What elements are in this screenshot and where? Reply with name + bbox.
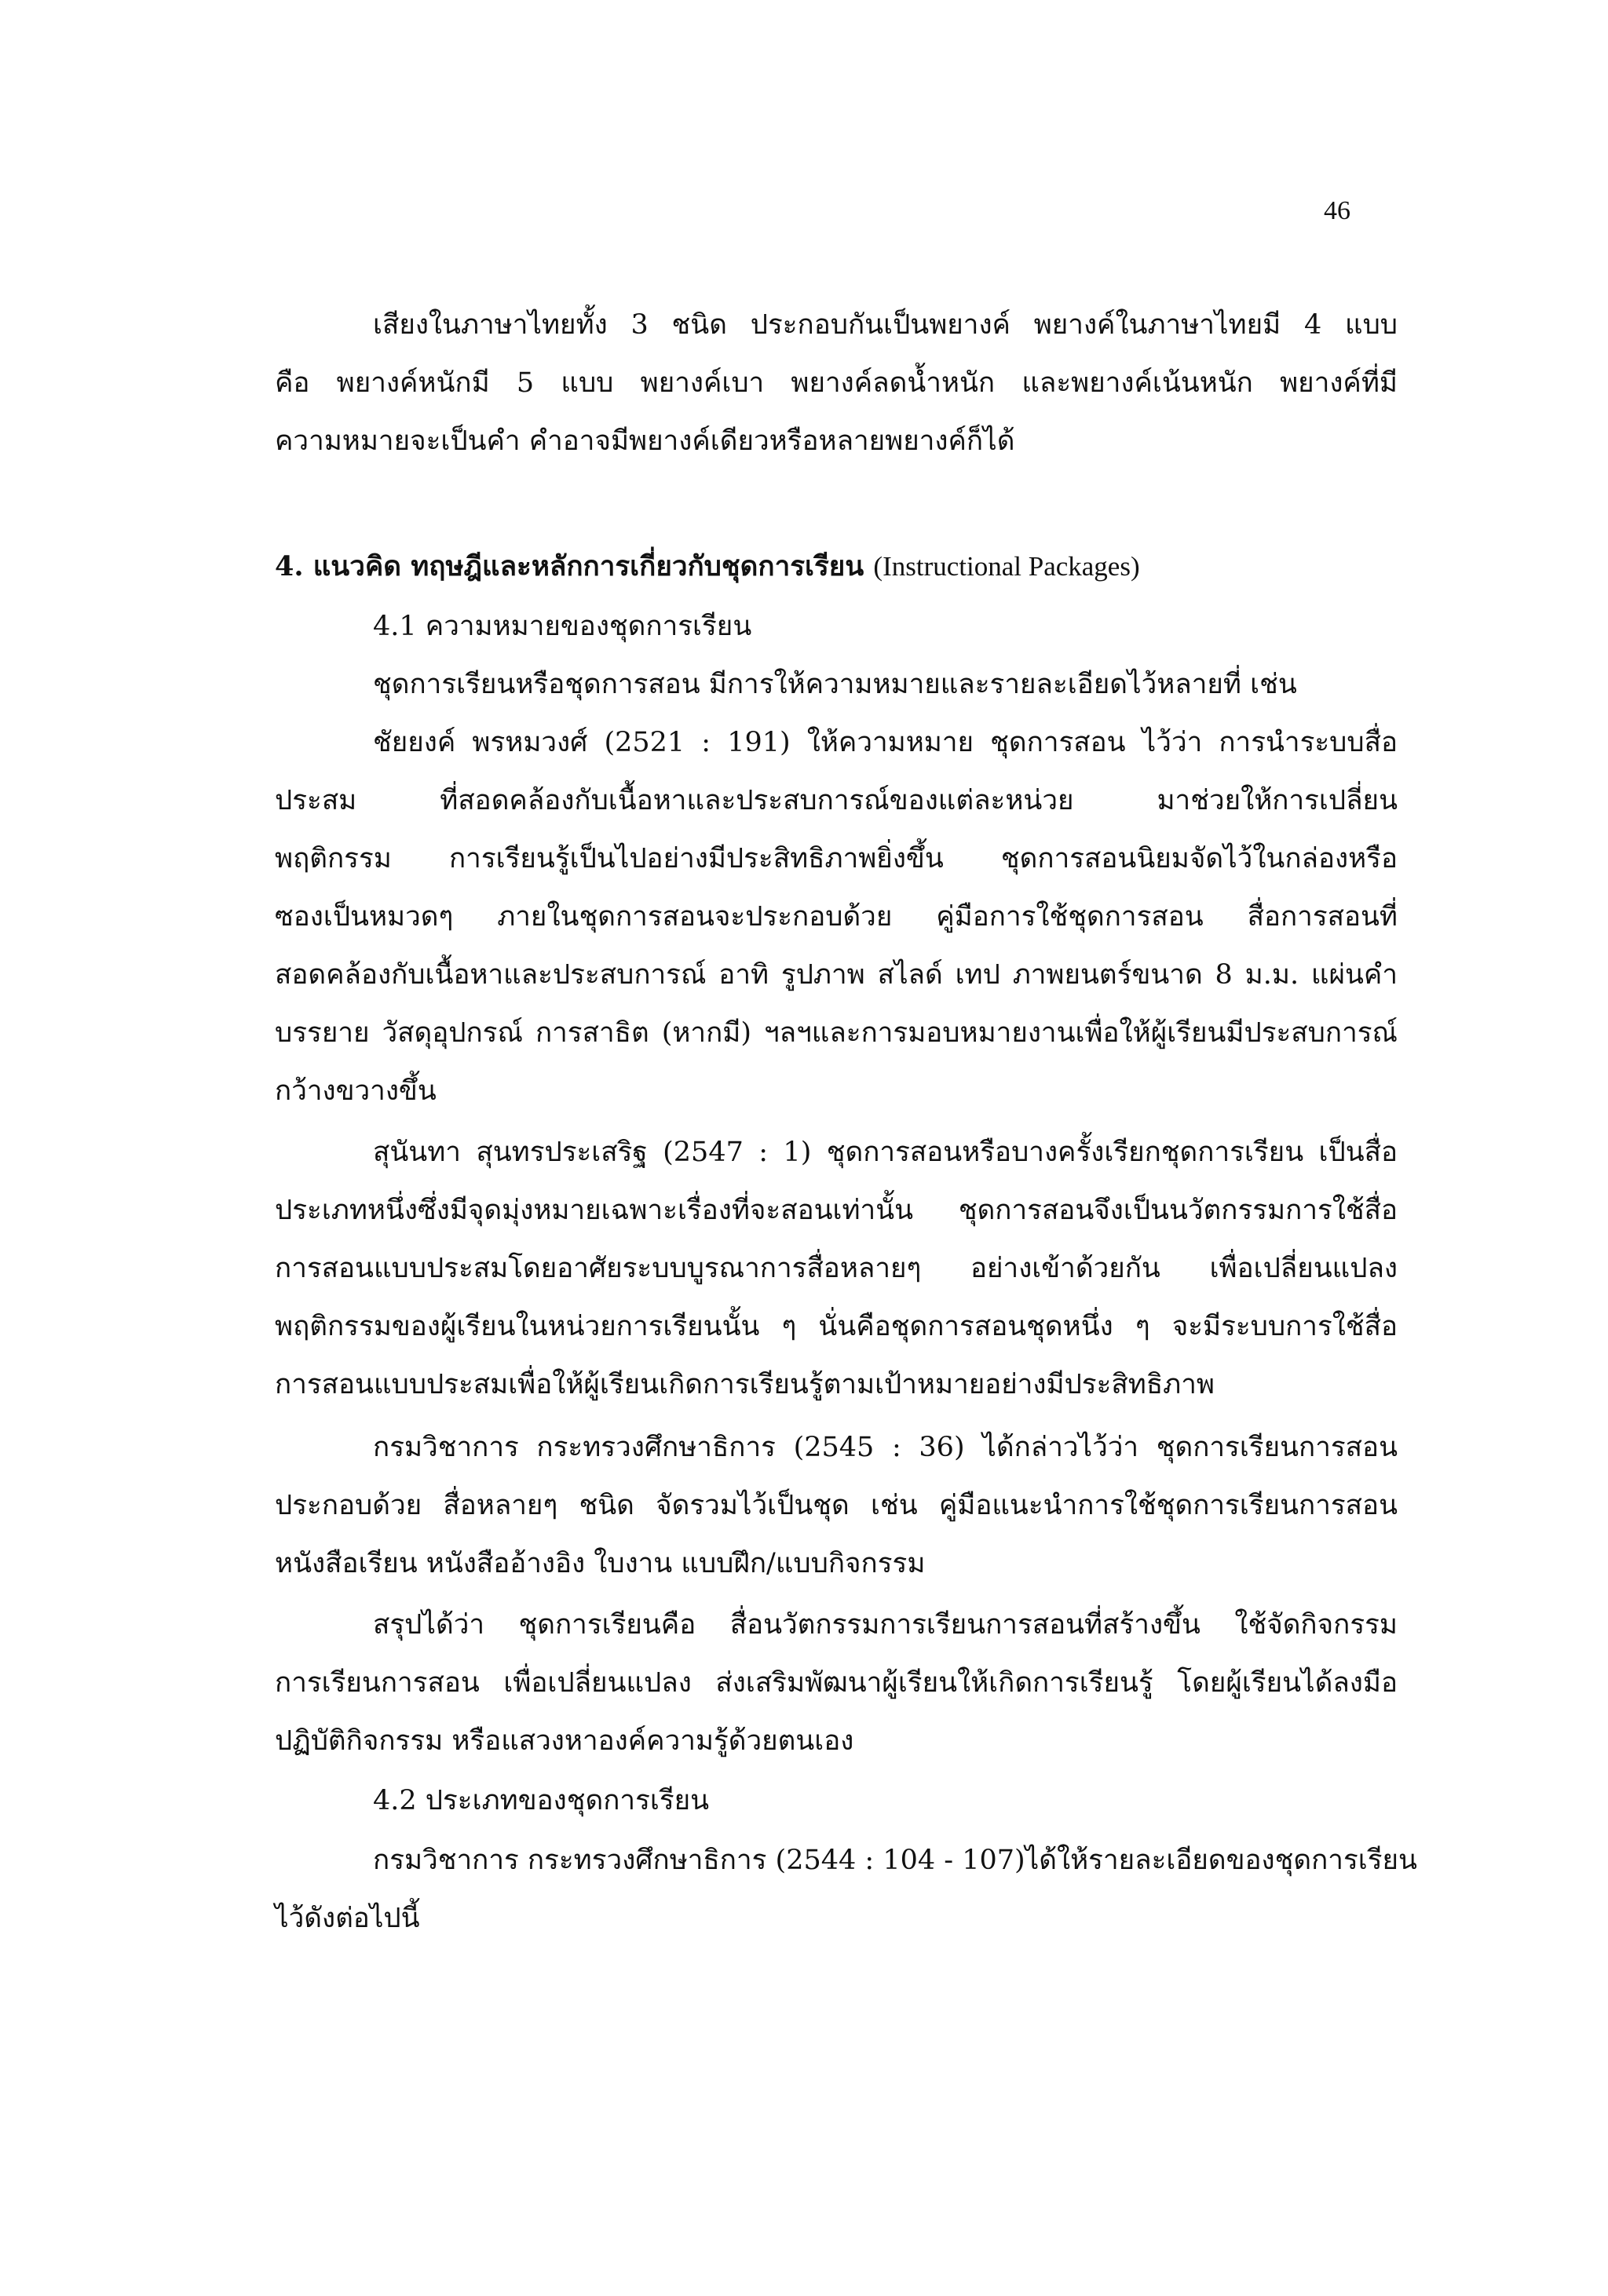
section-heading-english: (Instructional Packages) — [873, 551, 1140, 582]
paragraph-line: คือ พยางค์หนักมี 5 แบบ พยางค์เบา พยางค์ลดน้ำหนัก และพยางค์เน้นหนัก พยางค์ที่มี — [275, 367, 1398, 399]
paragraph-line: ชัยยงค์ พรหมวงศ์ (2521 : 191) ให้ความหมาย ชุดการสอน ไว้ว่า การนำระบบสื่อ — [373, 727, 1398, 758]
paragraph-line: สุนันทา สุนทรประเสริฐ (2547 : 1) ชุดการสอนหรือบางครั้งเรียกชุดการเรียน เป็นสื่อ — [373, 1137, 1398, 1168]
paragraph-line: การสอนแบบประสมโดยอาศัยระบบบูรณาการสื่อหลายๆ อย่างเข้าด้วยกัน เพื่อเปลี่ยนแปลง — [275, 1253, 1398, 1284]
paragraph-line: ความหมายจะเป็นคำ คำอาจมีพยางค์เดียวหรือหลายพยางค์ก็ได้ — [275, 425, 1015, 457]
paragraph-line: ไว้ดังต่อไปนี้ — [275, 1903, 420, 1934]
subsection-heading: 4.2 ประเภทของชุดการเรียน — [373, 1785, 710, 1816]
paragraph-line: ชุดการเรียนหรือชุดการสอน มีการให้ความหมายและรายละเอียดไว้หลายที่ เช่น — [373, 669, 1297, 700]
section-heading — [275, 549, 1398, 584]
paragraph-line: บรรยาย วัสดุอุปกรณ์ การสาธิต (หากมี) ฯลฯและการมอบหมายงานเพื่อให้ผู้เรียนมีประสบการณ์ — [275, 1017, 1398, 1049]
paragraph-line: ประกอบด้วย สื่อหลายๆ ชนิด จัดรวมไว้เป็นชุด เช่น คู่มือแนะนำการใช้ชุดการเรียนการสอน — [275, 1490, 1398, 1521]
paragraph-line: การเรียนการสอน เพื่อเปลี่ยนแปลง ส่งเสริมพัฒนาผู้เรียนให้เกิดการเรียนรู้ โดยผู้เรียนได้ลงมือ — [275, 1667, 1398, 1699]
section-heading-thai: 4. แนวคิด ทฤษฎีและหลักการเกี่ยวกับชุดการเรียน — [275, 550, 864, 582]
paragraph-line: ประสม ที่สอดคล้องกับเนื้อหาและประสบการณ์ของแต่ละหน่วย มาช่วยให้การเปลี่ยน — [275, 785, 1398, 816]
paragraph-line: สอดคล้องกับเนื้อหาและประสบการณ์ อาทิ รูปภาพ สไลด์ เทป ภาพยนตร์ขนาด 8 ม.ม. แผ่นคำ — [275, 959, 1398, 991]
paragraph-line: พฤติกรรม การเรียนรู้เป็นไปอย่างมีประสิทธิภาพยิ่งขึ้น ชุดการสอนนิยมจัดไว้ในกล่องหรือ — [275, 843, 1398, 874]
paragraph-line: เสียงในภาษาไทยทั้ง 3 ชนิด ประกอบกันเป็นพยางค์ พยางค์ในภาษาไทยมี 4 แบบ — [373, 309, 1398, 341]
paragraph-line: กว้างขวางขึ้น — [275, 1075, 437, 1107]
paragraph-line: หนังสือเรียน หนังสืออ้างอิง ใบงาน แบบฝึก/แบบกิจกรรม — [275, 1548, 926, 1579]
paragraph-line: ประเภทหนึ่งซึ่งมีจุดมุ่งหมายเฉพาะเรื่องที่จะสอนเท่านั้น ชุดการสอนจึงเป็นนวัตกรรมการใช้สื่อ — [275, 1195, 1398, 1226]
paragraph-line: พฤติกรรมของผู้เรียนในหน่วยการเรียนนั้น ๆ นั่นคือชุดการสอนชุดหนึ่ง ๆ จะมีระบบการใช้สื่อ — [275, 1311, 1398, 1342]
paragraph-line: ซองเป็นหมวดๆ ภายในชุดการสอนจะประกอบด้วย คู่มือการใช้ชุดการสอน สื่อการสอนที่ — [275, 901, 1398, 933]
paragraph-line: สรุปได้ว่า ชุดการเรียนคือ สื่อนวัตกรรมการเรียนการสอนที่สร้างขึ้น ใช้จัดกิจกรรม — [373, 1609, 1398, 1641]
subsection-heading: 4.1 ความหมายของชุดการเรียน — [373, 611, 752, 642]
paragraph-line: กรมวิชาการ กระทรวงศึกษาธิการ (2545 : 36) ได้กล่าวไว้ว่า ชุดการเรียนการสอน — [373, 1432, 1398, 1463]
paragraph-line: ปฏิบัติกิจกรรม หรือแสวงหาองค์ความรู้ด้วยตนเอง — [275, 1725, 854, 1757]
paragraph-line: กรมวิชาการ กระทรวงศึกษาธิการ (2544 : 104 - 107)ได้ให้รายละเอียดของชุดการเรียน — [373, 1845, 1417, 1876]
page-number: 46 — [1324, 196, 1350, 225]
paragraph-line: การสอนแบบประสมเพื่อให้ผู้เรียนเกิดการเรียนรู้ตามเป้าหมายอย่างมีประสิทธิภาพ — [275, 1369, 1215, 1400]
